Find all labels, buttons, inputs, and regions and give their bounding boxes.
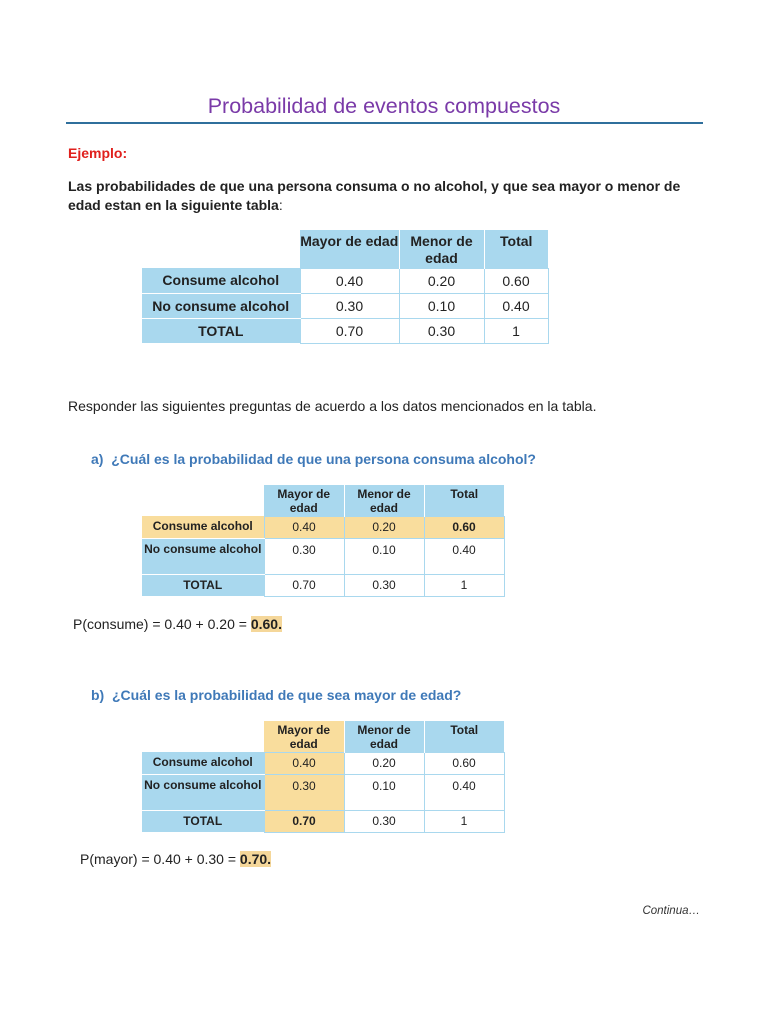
row-label: TOTAL bbox=[142, 574, 264, 596]
table-cell: 0.10 bbox=[344, 774, 424, 810]
table-cell: 1 bbox=[424, 574, 504, 596]
row-label: No consume alcohol bbox=[142, 538, 264, 574]
row-label: Consume alcohol bbox=[142, 752, 264, 774]
table-cell: 0.40 bbox=[424, 774, 504, 810]
table-cell: 0.40 bbox=[424, 538, 504, 574]
question-a bbox=[91, 451, 536, 467]
table-cell: 0.30 bbox=[300, 293, 399, 318]
row-label: No consume alcohol bbox=[142, 774, 264, 810]
intro-text: Las probabilidades de que una persona consuma o no alcohol, y que sea mayor o menor de edad estan en la siguiente tabla bbox=[68, 178, 681, 213]
table-cell: 1 bbox=[424, 810, 504, 832]
table-row bbox=[142, 318, 548, 343]
row-label: No consume alcohol bbox=[142, 293, 300, 318]
example-label: Ejemplo: bbox=[68, 145, 128, 161]
table-cell: 0.20 bbox=[344, 752, 424, 774]
table-row bbox=[142, 538, 504, 574]
formula-result: 0.70. bbox=[239, 851, 272, 867]
question-marker: b) bbox=[91, 687, 105, 703]
table-cell: 0.30 bbox=[344, 574, 424, 596]
table-cell: 0.30 bbox=[344, 810, 424, 832]
empty-corner-cell bbox=[142, 230, 300, 268]
question-b bbox=[91, 687, 461, 703]
table-row bbox=[142, 574, 504, 596]
table-cell: 0.30 bbox=[264, 538, 344, 574]
row-label: TOTAL bbox=[142, 318, 300, 343]
probability-table bbox=[142, 230, 549, 344]
page-title: Probabilidad de eventos compuestos bbox=[207, 94, 561, 118]
header-cell: Total bbox=[484, 230, 548, 268]
table-cell: 0.10 bbox=[344, 538, 424, 574]
table-cell: 0.60 bbox=[484, 268, 548, 293]
header-cell: Mayor de edad bbox=[264, 485, 344, 516]
table-cell: 0.70 bbox=[300, 318, 399, 343]
table-row bbox=[142, 810, 504, 832]
table-cell: 0.60 bbox=[424, 516, 504, 538]
empty-corner-cell bbox=[142, 485, 264, 516]
intro-paragraph bbox=[68, 177, 688, 215]
formula-result: 0.60. bbox=[250, 616, 282, 632]
table-row bbox=[142, 516, 504, 538]
table-cell: 0.40 bbox=[300, 268, 399, 293]
table-cell: 0.40 bbox=[484, 293, 548, 318]
continue-note: Continua… bbox=[642, 905, 700, 917]
header-cell: Total bbox=[424, 721, 504, 752]
formula-b bbox=[80, 851, 271, 867]
table-row bbox=[142, 268, 548, 293]
table-cell: 0.30 bbox=[264, 774, 344, 810]
table-cell: 0.40 bbox=[264, 516, 344, 538]
formula-a bbox=[73, 616, 282, 632]
header-cell: Menor de edad bbox=[399, 230, 484, 268]
title-divider bbox=[66, 122, 703, 124]
row-label: Consume alcohol bbox=[142, 516, 264, 538]
header-cell: Mayor de edad bbox=[300, 230, 399, 268]
instruction-text: Responder las siguientes preguntas de acuerdo a los datos mencionados en la tabla. bbox=[68, 398, 597, 414]
table-cell: 0.20 bbox=[344, 516, 424, 538]
table-cell: 0.40 bbox=[264, 752, 344, 774]
formula-text: P(mayor) = 0.40 + 0.30 = bbox=[80, 851, 240, 867]
table-cell: 0.30 bbox=[399, 318, 484, 343]
table-cell: 0.10 bbox=[399, 293, 484, 318]
header-cell: Menor de edad bbox=[344, 485, 424, 516]
header-cell: Menor de edad bbox=[344, 721, 424, 752]
question-text: ¿Cuál es la probabilidad de que una persona consuma alcohol? bbox=[111, 451, 536, 467]
table-cell: 0.60 bbox=[424, 752, 504, 774]
question-a-table bbox=[142, 485, 505, 597]
table-cell: 0.70 bbox=[264, 574, 344, 596]
table-row bbox=[142, 774, 504, 810]
header-cell: Total bbox=[424, 485, 504, 516]
table-row bbox=[142, 293, 548, 318]
question-text: ¿Cuál es la probabilidad de que sea mayor de edad? bbox=[112, 687, 462, 703]
formula-text: P(consume) = 0.40 + 0.20 = bbox=[73, 616, 251, 632]
question-marker: a) bbox=[91, 451, 104, 467]
intro-colon: : bbox=[278, 197, 283, 213]
row-label: TOTAL bbox=[142, 810, 264, 832]
table-row bbox=[142, 752, 504, 774]
table-cell: 0.70 bbox=[264, 810, 344, 832]
empty-corner-cell bbox=[142, 721, 264, 752]
header-cell: Mayor de edad bbox=[264, 721, 344, 752]
table-cell: 0.20 bbox=[399, 268, 484, 293]
table-cell: 1 bbox=[484, 318, 548, 343]
row-label: Consume alcohol bbox=[142, 268, 300, 293]
question-b-table bbox=[142, 721, 505, 833]
